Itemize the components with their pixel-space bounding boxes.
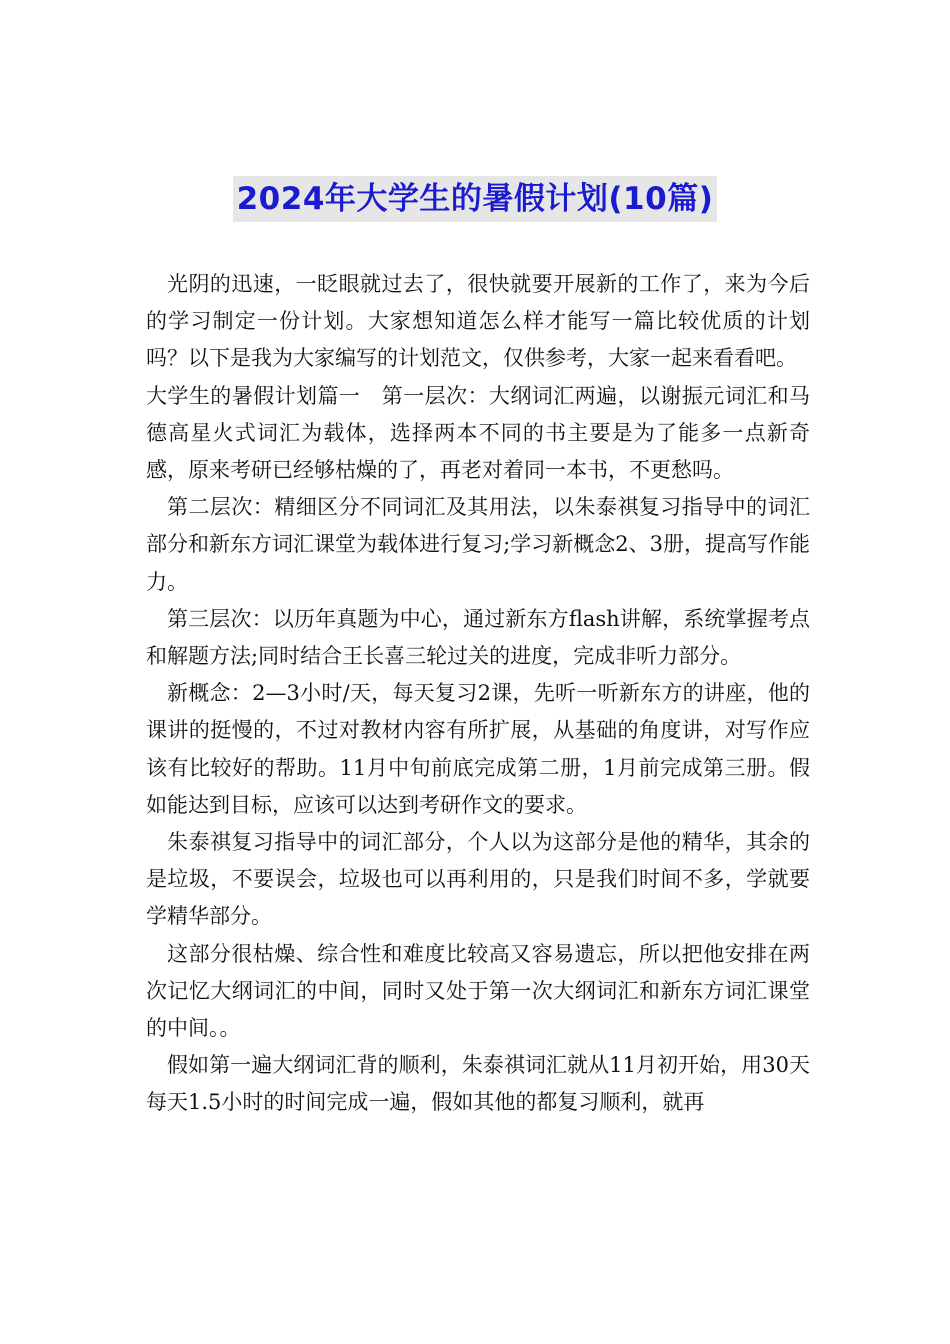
paragraph-vocab-guide: 朱泰祺复习指导中的词汇部分，个人以为这部分是他的精华，其余的是垃圾，不要误会，垃圾也可以再利用的，只是我们时间不多，学就要学精华部分。	[146, 830, 810, 929]
document-title: 2024年大学生的暑假计划(10篇)	[233, 176, 718, 222]
paragraph-vocab-arrangement: 这部分很枯燥、综合性和难度比较高又容易遗忘，所以把他安排在两次记忆大纲词汇的中间，同时又处于第一次大纲词汇和新东方词汇课堂的中间。。	[146, 941, 810, 1041]
paragraph-level-three: 第三层次：以历年真题为中心，通过新东方flash讲解，系统掌握考点和解题方法;同时结合王长喜三轮过关的进度，完成非听力部分。	[146, 606, 810, 669]
paragraph-level-one: 大学生的暑假计划篇一 第一层次：大纲词汇两遍，以谢振元词汇和马德高星火式词汇为载体，选择两本不同的书主要是为了能多一点新奇感，原来考研已经够枯燥的了，再老对着同一本书，不更愁吗。	[146, 383, 810, 483]
title-container	[0, 176, 950, 222]
paragraph-level-two: 第二层次：精细区分不同词汇及其用法，以朱泰祺复习指导中的词汇部分和新东方词汇课堂为载体进行复习;学习新概念2、3册，提高写作能力。	[146, 495, 810, 594]
paragraph-new-concept: 新概念：2—3小时/天，每天复习2课，先听一听新东方的讲座，他的课讲的挺慢的，不过对教材内容有所扩展，从基础的角度讲，对写作应该有比较好的帮助。11月中旬前底完成第二册，1月前完成第三册。假如能达到目标，应该可以达到考研作文的要求。	[146, 681, 810, 817]
document-body	[146, 266, 810, 1122]
paragraph-vocab-schedule: 假如第一遍大纲词汇背的顺利，朱泰祺词汇就从11月初开始，用30天每天1.5小时的时间完成一遍，假如其他的都复习顺利，就再	[146, 1053, 810, 1115]
paragraph-intro: 光阴的迅速，一眨眼就过去了，很快就要开展新的工作了，来为今后的学习制定一份计划。大家想知道怎么样才能写一篇比较优质的计划吗？以下是我为大家编写的计划范文，仅供参考，大家一起来看看吧。	[146, 272, 810, 371]
